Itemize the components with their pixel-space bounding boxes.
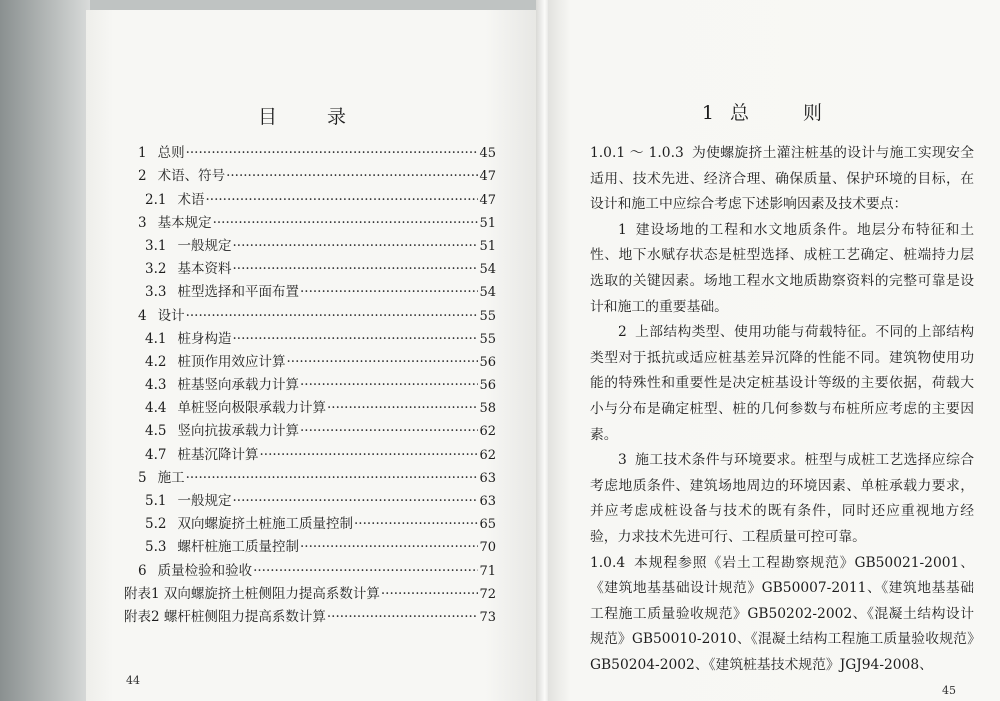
toc-entry (124, 161, 496, 184)
toc-entry-title: 桩身构造 (177, 330, 232, 347)
toc-leader-dots (300, 539, 478, 555)
toc-entry-number: 5.3 (145, 539, 167, 556)
toc-entry-title: 施工 (157, 469, 185, 486)
toc-leader-dots (232, 331, 478, 347)
toc-entry-page: 58 (479, 401, 496, 417)
toc-leader-dots (205, 192, 478, 208)
left-page (86, 10, 540, 701)
right-page (548, 0, 1000, 701)
toc-leader-dots (300, 423, 478, 439)
toc-entry (124, 555, 496, 578)
toc-entry-title: 桩基竖向承载力计算 (177, 377, 299, 394)
toc-entry-number: 5.1 (145, 493, 167, 509)
table-of-contents (124, 138, 496, 625)
toc-entry-title: 基本资料 (177, 261, 232, 278)
toc-leader-dots (232, 261, 478, 277)
toc-leader-dots (354, 516, 478, 532)
toc-entry-number: 4.1 (145, 330, 167, 347)
toc-leader-dots (213, 215, 479, 231)
item-text: 施工技术条件与环境要求。桩型与成桩工艺选择应综合考虑地质条件、建筑场地周边的环境因素、单桩承载力要求，并应考虑成桩设备与技术的既有条件，同时还应重视地方经验，力求技术先进可行、工程质量可控可靠。 (590, 452, 974, 545)
toc-leader-dots (186, 308, 479, 324)
toc-entry-title: 桩顶作用效应计算 (177, 353, 286, 370)
toc-entry-page: 62 (479, 447, 496, 463)
toc-entry-number: 4 (138, 307, 147, 324)
page-number-left: 44 (126, 674, 140, 687)
toc-entry-page: 63 (479, 494, 496, 509)
toc-entry-number: 3 (138, 214, 147, 231)
toc-leader-dots (381, 586, 479, 602)
toc-entry (124, 370, 496, 393)
toc-entry-title: 总则 (157, 145, 185, 162)
item-number: 1 (618, 221, 627, 238)
page-number-right: 45 (942, 684, 956, 697)
toc-entry-title: 单桩竖向极限承载力计算 (177, 400, 326, 417)
toc-entry-number: 4.5 (145, 423, 167, 440)
toc-entry-page: 62 (479, 424, 496, 440)
item-text: 建设场地的工程和水文地质条件。地层分布特征和土性、地下水赋存状态是桩型选择、成桩工艺确定、桩端持力层选取的关键因素。场地工程水文地质勘察资料的完整可靠是设计和施工的重要基础。 (590, 221, 974, 315)
toc-entry (124, 509, 496, 532)
toc-entry-page: 73 (479, 609, 496, 625)
toc-entry (124, 463, 496, 486)
toc-entry-page: 72 (479, 586, 496, 602)
toc-entry-title: 桩型选择和平面布置 (177, 284, 299, 301)
toc-leader-dots (186, 145, 479, 161)
toc-entry-page: 54 (479, 262, 496, 278)
toc-entry-page: 56 (479, 354, 496, 370)
toc-entry-title: 双向螺旋挤土桩施工质量控制 (177, 516, 353, 533)
toc-entry (124, 231, 496, 254)
item-number: 3 (618, 452, 627, 469)
toc-entry (124, 254, 496, 277)
toc-title: 目 录 (257, 106, 369, 128)
toc-entry-title: 附表1 双向螺旋挤土桩侧阻力提高系数计算 (124, 585, 380, 602)
toc-leader-dots (186, 470, 479, 486)
clause-number: 1.0.4 (590, 554, 626, 571)
toc-entry-page: 47 (479, 192, 496, 208)
toc-entry-page: 55 (479, 308, 496, 324)
toc-entry-title: 术语 (177, 191, 205, 208)
toc-entry (124, 439, 496, 462)
toc-entry-number: 3.3 (145, 284, 167, 301)
toc-leader-dots (300, 377, 478, 393)
chapter-body (590, 141, 974, 678)
toc-entry-page: 54 (479, 285, 496, 301)
toc-entry-number: 3.1 (145, 237, 167, 254)
clause-number: 1.0.1 ～ 1.0.3 (590, 145, 684, 161)
toc-entry-number: 3.2 (145, 261, 167, 278)
numbered-item (590, 320, 974, 448)
toc-entry (124, 324, 496, 347)
toc-entry (124, 138, 496, 161)
toc-entry-page: 51 (479, 238, 496, 254)
toc-entry (124, 579, 496, 602)
toc-entry-number: 2 (138, 168, 147, 185)
toc-entry-title: 设计 (157, 307, 185, 324)
toc-entry-number: 4.7 (145, 446, 167, 463)
item-text: 上部结构类型、使用功能与荷载特征。不同的上部结构类型对于抵抗或适应桩基差异沉降的性能不同。建筑物使用功能的特殊性和重要性是决定桩基设计等级的主要依据，荷载大小与分布是确定桩型、桩的几何参数与布桩所应考虑的主要因素。 (590, 324, 974, 443)
toc-entry-number: 4.2 (145, 353, 167, 370)
toc-leader-dots (327, 609, 479, 625)
toc-entry-title: 术语、符号 (157, 168, 226, 185)
toc-leader-dots (232, 238, 478, 254)
toc-leader-dots (232, 493, 478, 509)
toc-entry (124, 416, 496, 439)
toc-entry-page: 55 (479, 331, 496, 347)
toc-entry (124, 602, 496, 625)
toc-entry-title: 附表2 螺杆桩侧阻力提高系数计算 (124, 608, 326, 625)
clause-items (590, 218, 974, 551)
toc-entry-number: 2.1 (145, 191, 167, 208)
toc-entry (124, 277, 496, 300)
clause-text: 本规程参照《岩土工程勘察规范》GB50021-2001、《建筑地基基础设计规范》GB50007-2011、《建筑地基基础工程施工质量验收规范》GB50202-2002、《混凝土结构设计规范》GB50010-2010、《混凝土结构工程施工质量验收规范》GB50204-2002、《建筑桩基技术规范》JGJ94-2008、 (590, 554, 974, 673)
toc-entry-number: 6 (138, 562, 147, 579)
toc-entry-title: 质量检验和验收 (157, 562, 253, 579)
toc-entry-page: 56 (479, 378, 496, 394)
toc-entry-page: 47 (479, 169, 496, 185)
clause-paragraph (590, 141, 974, 218)
toc-entry-number: 5.2 (145, 516, 167, 533)
toc-leader-dots (286, 354, 478, 370)
toc-leader-dots (226, 168, 478, 184)
toc-leader-dots (300, 284, 478, 300)
toc-entry-title: 基本规定 (157, 214, 212, 231)
toc-entry-page: 63 (479, 470, 496, 486)
toc-entry-number: 4.3 (145, 377, 167, 394)
chapter-title (548, 98, 1000, 125)
toc-entry-page: 45 (479, 146, 496, 162)
background-shadow (0, 0, 90, 701)
clause-text: 为使螺旋挤土灌注桩基的设计与施工实现安全适用、技术先进、经济合理、确保质量、保护环境的目标，在设计和施工中应综合考虑下述影响因素及技术要点： (590, 145, 975, 213)
numbered-item (590, 448, 974, 550)
toc-entry-title: 桩基沉降计算 (177, 446, 259, 463)
chapter-name: 总 则 (730, 102, 847, 124)
clause-paragraph (590, 551, 974, 679)
toc-entry-number: 4.4 (145, 400, 167, 417)
toc-entry (124, 532, 496, 555)
toc-entry-number: 1 (138, 145, 147, 162)
toc-entry (124, 184, 496, 207)
toc-entry-number: 5 (138, 469, 147, 486)
toc-entry-title: 一般规定 (177, 493, 232, 509)
toc-entry (124, 208, 496, 231)
toc-entry (124, 486, 496, 509)
toc-entry (124, 300, 496, 323)
toc-entry-title: 一般规定 (177, 237, 232, 254)
item-number: 2 (618, 324, 627, 341)
toc-entry (124, 393, 496, 416)
toc-entry-page: 51 (479, 215, 496, 231)
toc-entry (124, 347, 496, 370)
toc-entry-page: 70 (479, 540, 496, 556)
toc-leader-dots (253, 563, 478, 579)
toc-entry-title: 螺杆桩施工质量控制 (177, 539, 299, 556)
chapter-number: 1 (701, 102, 715, 124)
toc-entry-page: 65 (479, 517, 496, 533)
toc-leader-dots (259, 447, 478, 463)
toc-leader-dots (327, 400, 478, 416)
toc-entry-page: 71 (479, 563, 496, 579)
toc-entry-title: 竖向抗拔承载力计算 (177, 423, 299, 440)
numbered-item (590, 218, 974, 320)
